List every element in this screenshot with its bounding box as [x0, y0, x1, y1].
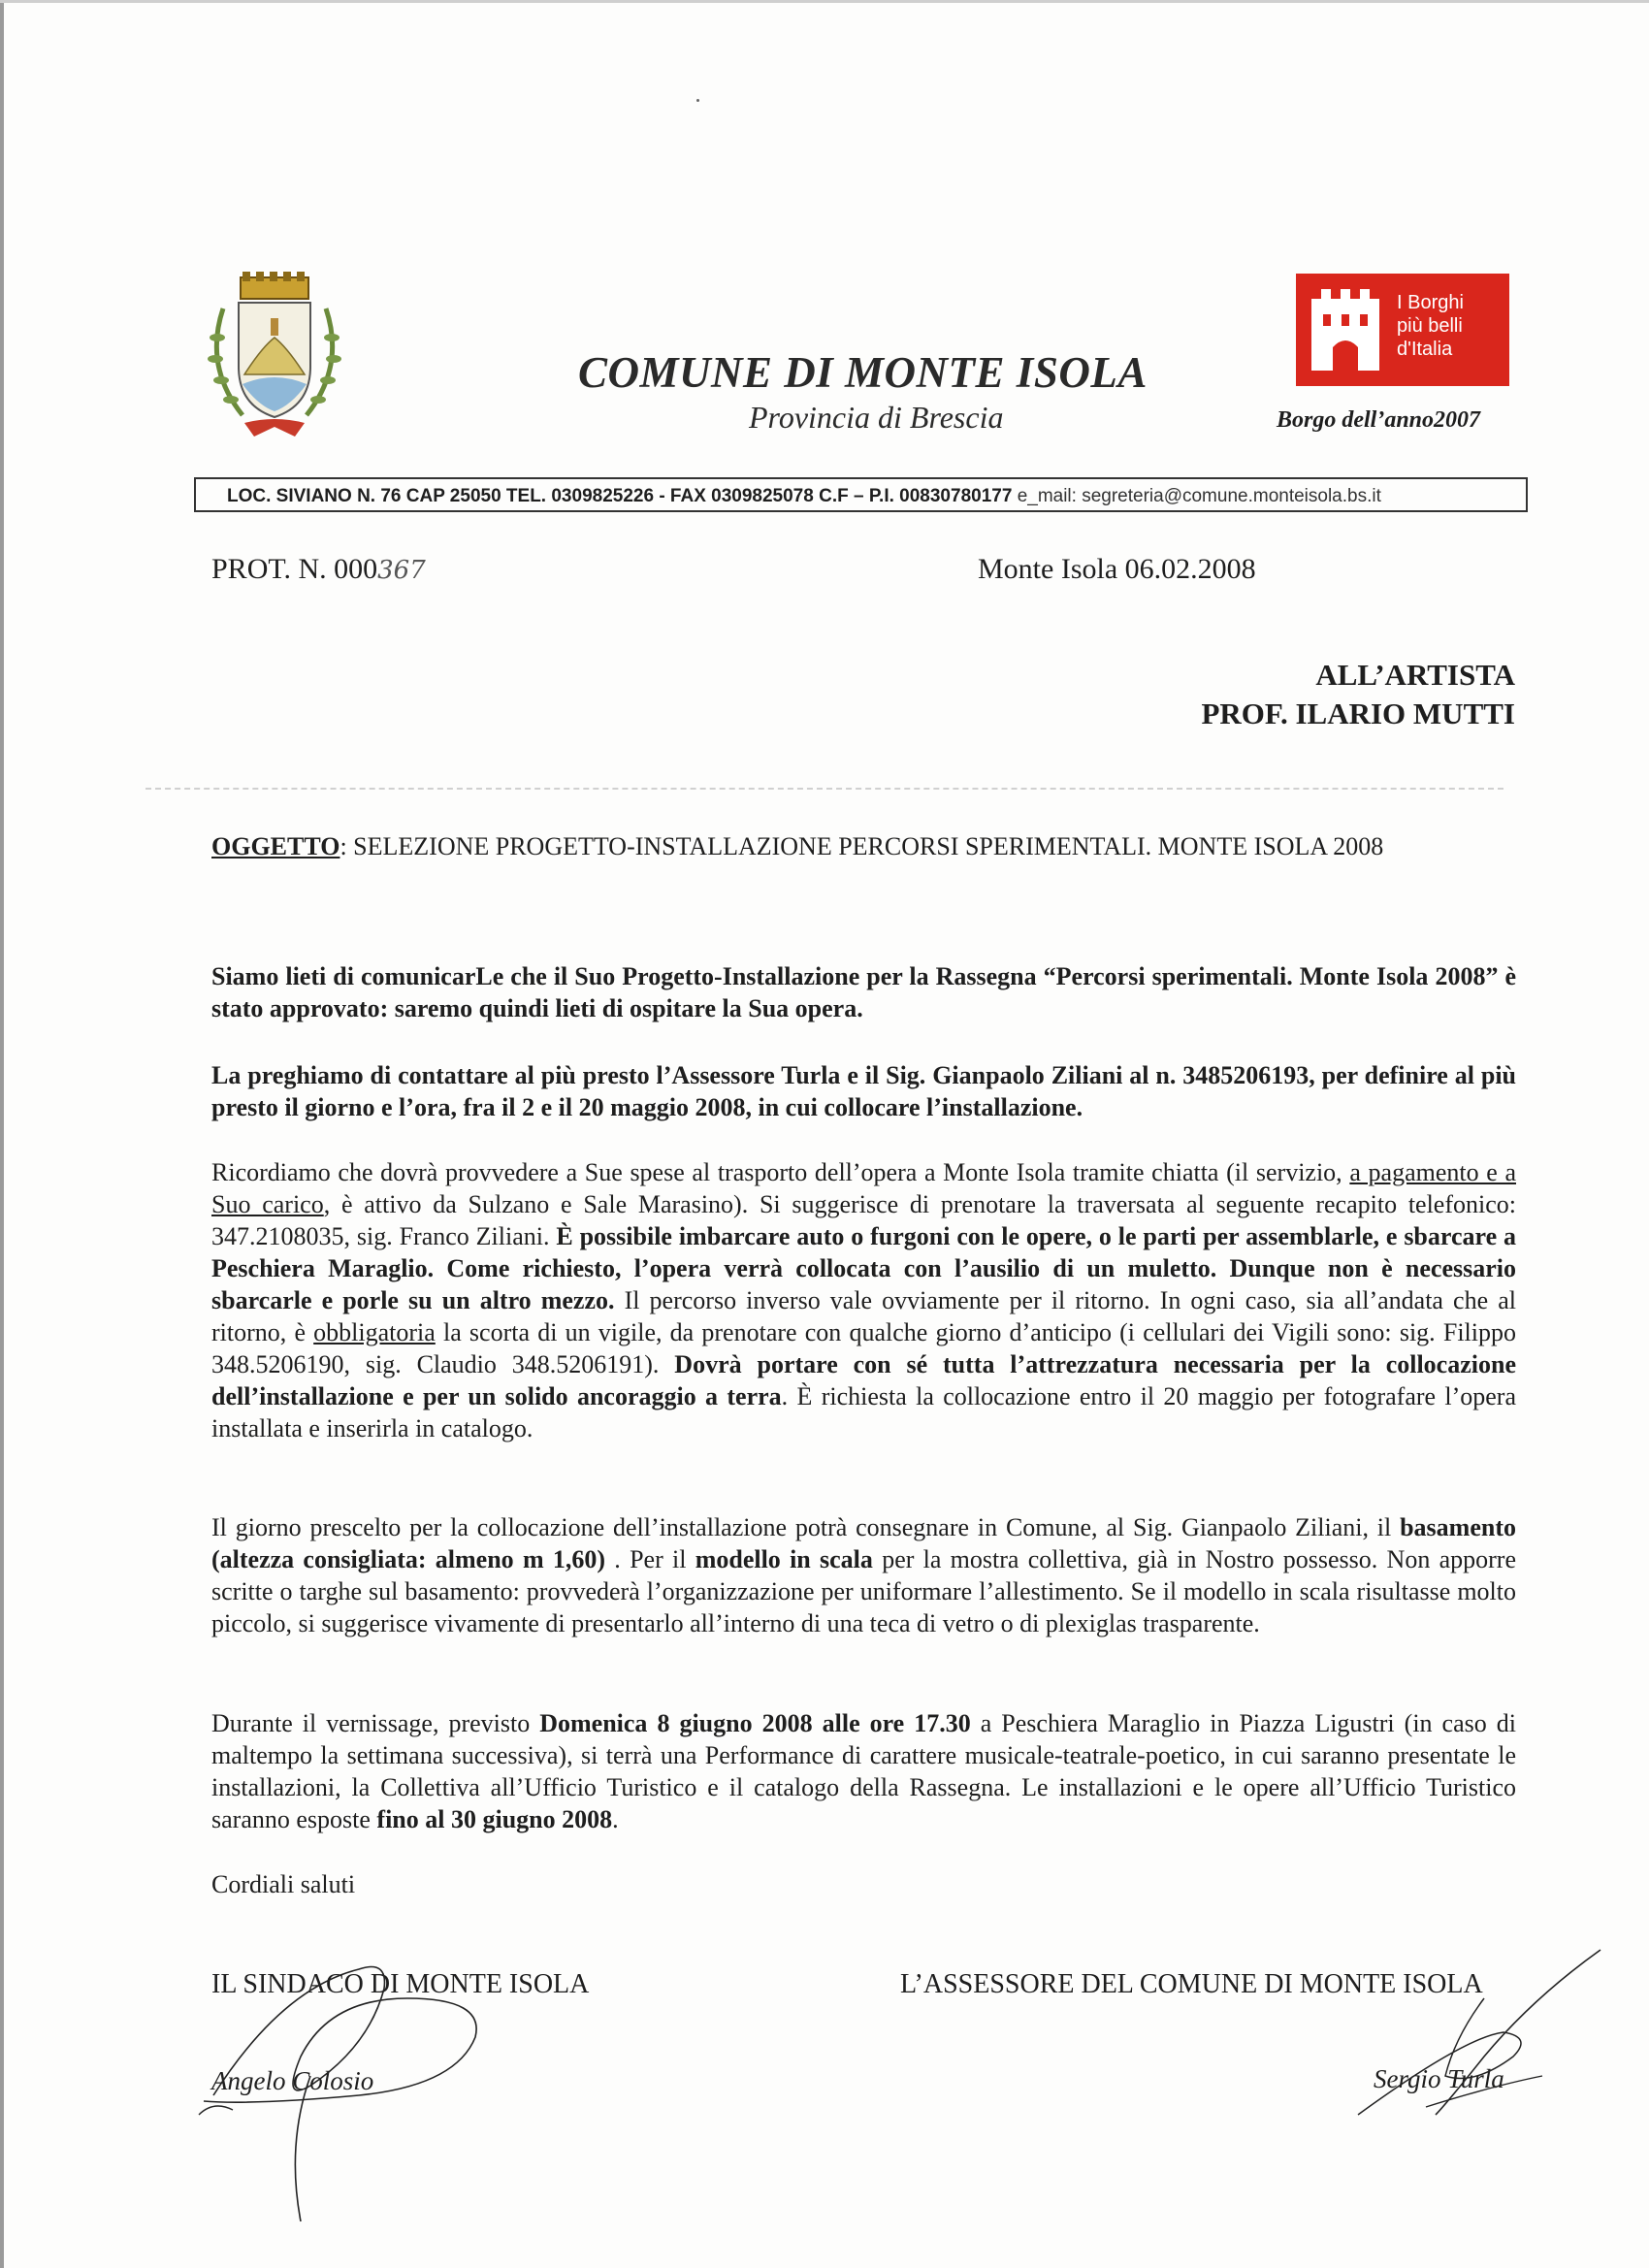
- municipal-crest-icon: [194, 270, 354, 449]
- mayor-signature: [194, 1930, 504, 2251]
- letter-date: Monte Isola 06.02.2008: [978, 553, 1256, 585]
- underlined-run: a pagamento e a Suo carico: [211, 1158, 1516, 1218]
- text-run: Durante il vernissage, previsto: [211, 1709, 540, 1737]
- badge-line-3: d'Italia: [1397, 339, 1453, 360]
- recipient-line-2: PROF. ILARIO MUTTI: [1201, 697, 1515, 730]
- mayor-label: IL SINDACO DI MONTE ISOLA: [211, 1969, 590, 1999]
- text-run: . Per il: [605, 1545, 695, 1573]
- paragraph-basamento: [211, 1511, 1516, 1639]
- text-run: . È richiesta la collocazione entro il 20 maggio per fotografare l’opera installata e inserirla in catalogo.: [211, 1382, 1516, 1442]
- recipient-line-1: ALL’ARTISTA: [1315, 658, 1515, 692]
- councillor-signature: [1339, 1940, 1610, 2124]
- subject-line: [211, 830, 1516, 862]
- paragraph-vernissage: [211, 1707, 1516, 1835]
- paragraph-transport: [211, 1156, 1516, 1444]
- text-run: per la mostra collettiva, già in Nostro possesso. Non apporre scritte o targhe sul basamento: provvederà l’organizzazione per uniformare l’allestimento. Se il modello in scala risultasse molto piccolo, si suggerisce vivamente di presentarlo all’interno di una teca di vetro o di plexiglas trasparente.: [211, 1545, 1516, 1637]
- text-run: .: [612, 1805, 619, 1833]
- bold-run: modello in scala: [695, 1545, 873, 1573]
- text-run: a Peschiera Maraglio in Piazza Ligustri (in caso di maltempo la settimana successiva), si terrà una Performance di carattere musicale-teatrale-poetico, in cui saranno presentate le installazioni, la Collettiva all’Ufficio Turistico e il catalogo della Rassegna. Le installazioni e le opere all’Ufficio Turistico saranno esposte: [211, 1709, 1516, 1833]
- bold-run: fino al 30 giugno 2008: [376, 1805, 613, 1833]
- mayor-name: Angelo Colosio: [211, 2066, 374, 2095]
- badge-caption: Borgo dell’anno2007: [1277, 407, 1481, 433]
- subject-label: OGGETTO: [211, 832, 340, 860]
- address-bar: [194, 477, 1528, 512]
- bold-run: basamento (altezza consigliata: almeno m 1,60): [211, 1513, 1516, 1573]
- subject-text: : SELEZIONE PROGETTO-INSTALLAZIONE PERCORSI SPERIMENTALI. MONTE ISOLA 2008: [340, 832, 1384, 860]
- bold-run: Domenica 8 giugno 2008 alle ore 17.30: [539, 1709, 971, 1737]
- address-main: LOC. SIVIANO N. 76 CAP 25050 TEL. 0309825226 - FAX 0309825078 C.F – P.I. 00830780177: [227, 486, 1013, 506]
- scan-edge-top: [0, 0, 1649, 3]
- text-run: Ricordiamo che dovrà provvedere a Sue spese al trasporto dell’opera a Monte Isola tramite chiatta (il servizio,: [211, 1158, 1350, 1186]
- scan-speck: [696, 99, 699, 102]
- protocol-label: PROT. N. 000: [211, 553, 378, 585]
- text-run: Il percorso inverso vale ovviamente per il ritorno. In ogni caso, sia all’andata che al ritorno, è: [211, 1286, 1516, 1346]
- badge-line-1: I Borghi: [1397, 292, 1464, 313]
- scan-edge-left: [0, 0, 4, 2268]
- closing-greeting: Cordiali saluti: [211, 1870, 356, 1898]
- councillor-label: L’ASSESSORE DEL COMUNE DI MONTE ISOLA: [900, 1969, 1483, 1999]
- municipality-title: COMUNE DI MONTE ISOLA: [578, 348, 1148, 397]
- address-email: e_mail: segreteria@comune.monteisola.bs.it: [1017, 486, 1381, 506]
- badge-line-2: più belli: [1397, 315, 1463, 337]
- castle-tower-icon: [1308, 285, 1383, 373]
- bold-run: È possibile imbarcare auto o furgoni con le opere, o le parti per assemblarle, e sbarcare a Peschiera Maraglio. Come richiesto, l’opera verrà collocata con l’ausilio di un muletto. Dunque non è necessario sbarcarle e porle su un altro mezzo.: [211, 1222, 1516, 1314]
- bold-run: Dovrà portare con sé tutta l’attrezzatura necessaria per la collocazione dell’installazione e per un solido ancoraggio a terra: [211, 1350, 1516, 1410]
- councillor-name: Sergio Turla: [1374, 2064, 1504, 2093]
- underlined-run: obbligatoria: [313, 1318, 436, 1346]
- paragraph-contact: La preghiamo di contattare al più presto l’Assessore Turla e il Sig. Gianpaolo Ziliani al n. 3485206193, per definire al più presto il giorno e l’ora, fra il 2 e il 20 maggio 2008, in cui collocare l’installazione.: [211, 1061, 1516, 1121]
- paper-fold-line: [146, 788, 1504, 790]
- borghi-badge: [1296, 274, 1509, 386]
- protocol-handwritten-number: 367: [377, 556, 426, 585]
- protocol-number: [211, 553, 426, 586]
- municipality-subtitle: Provincia di Brescia: [749, 400, 1004, 435]
- text-run: Il giorno prescelto per la collocazione dell’installazione potrà consegnare in Comune, al Sig. Gianpaolo Ziliani, il: [211, 1513, 1401, 1541]
- text-run: , è attivo da Sulzano e Sale Marasino). Si suggerisce di prenotare la traversata al seguente recapito telefonico: 347.2108035, sig. Franco Ziliani.: [211, 1190, 1516, 1250]
- paragraph-approval: Siamo lieti di comunicarLe che il Suo Progetto-Installazione per la Rassegna “Percorsi sperimentali. Monte Isola 2008” è stato approvato: saremo quindi lieti di ospitare la Sua opera.: [211, 962, 1516, 1022]
- text-run: la scorta di un vigile, da prenotare con qualche giorno d’anticipo (i cellulari dei Vigili sono: sig. Filippo 348.5206190, sig. Claudio 348.5206191).: [211, 1318, 1516, 1378]
